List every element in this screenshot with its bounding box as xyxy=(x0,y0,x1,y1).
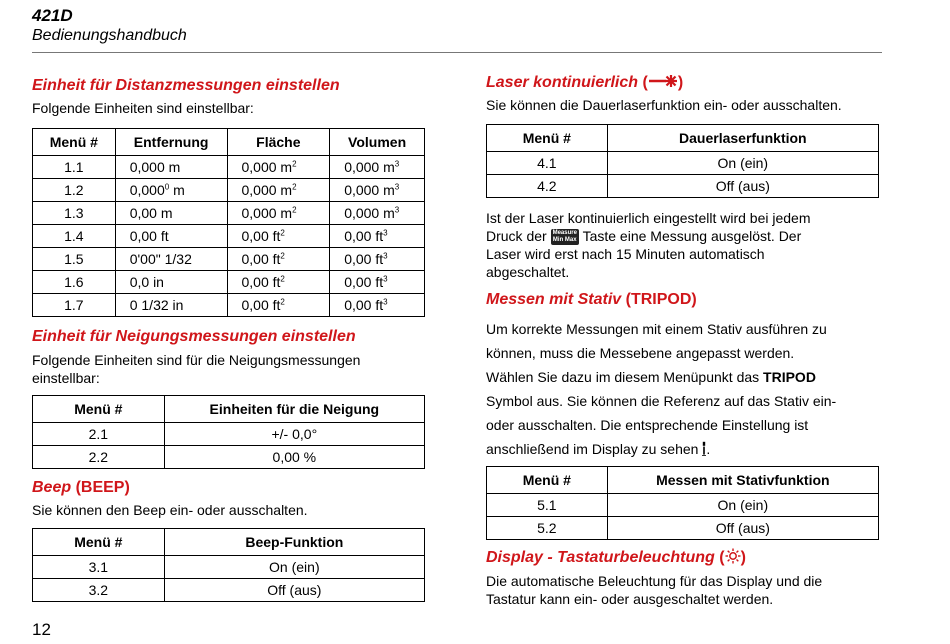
beep-heading-code: (BEEP) xyxy=(75,479,130,496)
table-row xyxy=(487,175,879,198)
laser-heading: Laser kontinuierlich ( ) xyxy=(486,74,684,91)
table-header-row xyxy=(33,129,425,156)
laser-intro: Sie können die Dauerlaserfunktion ein- oder ausschalten. xyxy=(486,97,842,113)
value-cell: Off (aus) xyxy=(607,175,878,198)
table-row xyxy=(33,156,425,179)
menu-cell: 1.6 xyxy=(33,271,116,294)
menu-cell: 2.1 xyxy=(33,423,165,446)
area-cell: 0,000 $m^2$ xyxy=(227,202,330,225)
table-row xyxy=(33,271,425,294)
volume-cell: 0,00 $ft^3$ xyxy=(330,225,425,248)
menu-cell: 1.4 xyxy=(33,225,116,248)
manual-title: Bedienungshandbuch xyxy=(32,27,187,44)
menu-cell: 1.5 xyxy=(33,248,116,271)
backlight-icon xyxy=(725,548,741,564)
backlight-text: Die automatische Beleuchtung für das Display und die Tastatur kann ein- oder ausgeschaltet werden. xyxy=(486,573,823,607)
menu-cell: 5.1 xyxy=(487,494,608,517)
incline-intro: Folgende Einheiten sind für die Neigungsmessungen einstellbar: xyxy=(32,352,361,386)
distance-units-table xyxy=(32,128,425,317)
menu-cell: 1.1 xyxy=(33,156,116,179)
table-row xyxy=(33,225,425,248)
menu-cell: 2.2 xyxy=(33,446,165,469)
table-row xyxy=(33,179,425,202)
table-row xyxy=(487,152,879,175)
menu-cell: 3.2 xyxy=(33,579,165,602)
col-header-menu: Menü # xyxy=(33,396,165,423)
tripod-heading xyxy=(486,291,697,309)
measure-button-icon: Measure Min Max xyxy=(552,230,577,244)
value-cell: Off (aus) xyxy=(164,579,424,602)
beep-intro: Sie können den Beep ein- oder ausschalten. xyxy=(32,502,308,518)
menu-cell: 1.2 xyxy=(33,179,116,202)
distance-cell: 0,00 ft xyxy=(115,225,227,248)
col-header-volume: Volumen xyxy=(330,129,425,156)
area-cell: 0,00 $ft^2$ xyxy=(227,248,330,271)
value-cell: Off (aus) xyxy=(607,517,878,540)
col-header-beep-function: Beep-Funktion xyxy=(164,529,424,556)
menu-cell: 1.7 xyxy=(33,294,116,317)
distance-cell: 0,0 in xyxy=(115,271,227,294)
area-cell: 0,000 $m^2$ xyxy=(227,156,330,179)
backlight-heading-text: Display - Tastaturbeleuchtung xyxy=(486,549,715,566)
menu-cell: 4.2 xyxy=(487,175,608,198)
incline-units-table xyxy=(32,395,425,469)
menu-cell: 5.2 xyxy=(487,517,608,540)
distance-heading: Einheit für Distanzmessungen einstellen xyxy=(32,77,340,94)
table-row xyxy=(33,556,425,579)
area-cell: 0,00 $ft^2$ xyxy=(227,294,330,317)
table-header-row xyxy=(33,529,425,556)
menu-cell: 1.3 xyxy=(33,202,116,225)
col-header-menu: Menü # xyxy=(487,125,608,152)
col-header-incline-unit: Einheiten für die Neigung xyxy=(164,396,424,423)
table-row xyxy=(33,202,425,225)
table-row xyxy=(33,579,425,602)
beep-heading-text: Beep xyxy=(32,479,72,496)
laser-beam-icon xyxy=(648,74,678,88)
volume-cell: 0,000 $m^3$ xyxy=(330,179,425,202)
table-header-row xyxy=(487,125,879,152)
value-cell: +/- 0,0° xyxy=(164,423,424,446)
value-cell: On (ein) xyxy=(607,494,878,517)
col-header-area: Fläche xyxy=(227,129,330,156)
beep-table xyxy=(32,528,425,602)
col-header-tripod-function: Messen mit Stativfunktion xyxy=(607,467,878,494)
incline-heading: Einheit für Neigungsmessungen einstellen xyxy=(32,328,356,345)
col-header-menu: Menü # xyxy=(33,529,165,556)
area-cell: 0,000 $m^2$ xyxy=(227,179,330,202)
tripod-table xyxy=(486,466,879,540)
value-cell: On (ein) xyxy=(607,152,878,175)
tripod-heading-text: Messen mit Stativ xyxy=(486,291,622,308)
col-header-distance: Entfernung xyxy=(115,129,227,156)
tripod-heading-code: (TRIPOD) xyxy=(625,291,697,308)
table-row xyxy=(487,494,879,517)
col-header-laser-function: Dauerlaserfunktion xyxy=(607,125,878,152)
value-cell: On (ein) xyxy=(164,556,424,579)
distance-cell: 0 1/32 in xyxy=(115,294,227,317)
table-header-row xyxy=(33,396,425,423)
volume-cell: 0,00 $ft^3$ xyxy=(330,271,425,294)
value-cell: 0,00 % xyxy=(164,446,424,469)
distance-cell: 0'00" 1/32 xyxy=(115,248,227,271)
page-number: 12 xyxy=(32,620,51,639)
page-header xyxy=(32,6,187,46)
model-name: 421D xyxy=(32,6,73,25)
area-cell: 0,00 $ft^2$ xyxy=(227,225,330,248)
backlight-heading: Display - Tastaturbeleuchtung ( ) xyxy=(486,549,746,566)
table-row xyxy=(487,517,879,540)
table-row xyxy=(33,248,425,271)
distance-cell: 0,000$^0$ m xyxy=(115,179,227,202)
menu-cell: 3.1 xyxy=(33,556,165,579)
volume-cell: 0,00 $ft^3$ xyxy=(330,248,425,271)
table-row xyxy=(33,294,425,317)
distance-cell: 0,00 m xyxy=(115,202,227,225)
volume-cell: 0,000 $m^3$ xyxy=(330,156,425,179)
laser-note: Ist der Laser kontinuierlich eingestellt wird bei jedem Druck der Measure Min Max Taste eine Messung ausgelöst. Der Laser wird erst nach 15 Minuten automatisch abgeschaltet. xyxy=(486,210,811,281)
beep-heading xyxy=(32,479,130,497)
col-header-menu: Menü # xyxy=(487,467,608,494)
area-cell: 0,00 $ft^2$ xyxy=(227,271,330,294)
volume-cell: 0,000 $m^3$ xyxy=(330,202,425,225)
col-header-menu: Menü # xyxy=(33,129,116,156)
table-row xyxy=(33,423,425,446)
table-row xyxy=(33,446,425,469)
distance-cell: 0,000 m xyxy=(115,156,227,179)
header-divider xyxy=(32,52,882,53)
laser-table xyxy=(486,124,879,198)
tripod-text: Um korrekte Messungen mit einem Stativ ausführen zu können, muss die Messebene angepasst werden. Wählen Sie dazu im diesem Menüpunkt das TRIPOD Symbol aus. Sie können die Referenz auf das Stativ ein- oder ausschalten. Die entsprechende Einstellung ist anschließend im Display zu sehen . xyxy=(486,321,837,457)
laser-heading-text: Laser kontinuierlich xyxy=(486,74,639,91)
menu-cell: 4.1 xyxy=(487,152,608,175)
table-header-row xyxy=(487,467,879,494)
volume-cell: 0,00 $ft^3$ xyxy=(330,294,425,317)
distance-intro: Folgende Einheiten sind einstellbar: xyxy=(32,100,254,116)
